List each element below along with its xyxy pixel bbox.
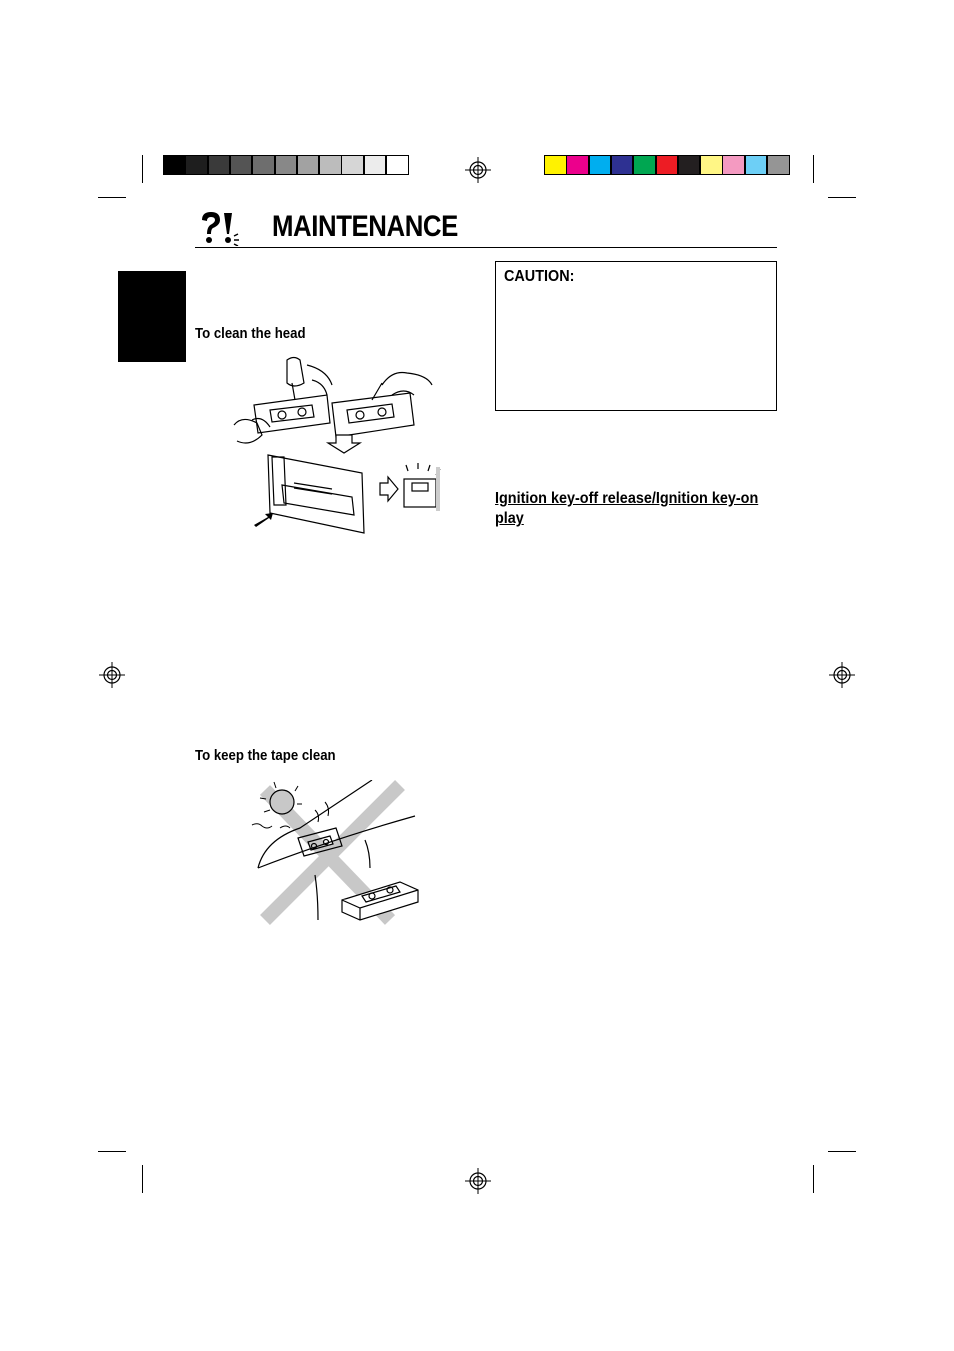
color-swatch: [700, 155, 723, 175]
registration-target-icon: [99, 662, 125, 688]
caution-box: [495, 261, 777, 411]
gray-swatch: [230, 155, 253, 175]
color-swatch: [544, 155, 567, 175]
keep-tape-clean-heading: To keep the tape clean: [195, 747, 336, 764]
color-swatch: [656, 155, 679, 175]
color-swatch: [722, 155, 745, 175]
title-rule: [195, 247, 777, 248]
registration-target-icon: [829, 662, 855, 688]
gray-swatch: [386, 155, 409, 175]
color-swatch: [611, 155, 634, 175]
crop-mark: [828, 197, 856, 198]
gray-swatch: [185, 155, 208, 175]
gray-swatch: [163, 155, 186, 175]
gray-swatch: [297, 155, 320, 175]
ignition-heading: Ignition key-off release/Ignition key-on play: [495, 490, 759, 527]
tape-storage-illustration: [240, 780, 425, 930]
page-title: MAINTENANCE: [272, 210, 458, 243]
crop-mark: [813, 155, 814, 183]
color-swatch: [678, 155, 701, 175]
gray-swatch: [341, 155, 364, 175]
gray-swatch: [364, 155, 387, 175]
crop-mark: [142, 155, 143, 183]
gray-swatch: [319, 155, 342, 175]
crop-mark: [142, 1165, 143, 1193]
registration-target-icon: [465, 157, 491, 183]
language-tab: [118, 271, 186, 362]
gray-swatch: [252, 155, 275, 175]
caution-label: CAUTION:: [504, 268, 575, 285]
head-cleaning-illustration: [232, 355, 442, 535]
crop-mark: [828, 1151, 856, 1152]
gray-swatch: [208, 155, 231, 175]
crop-mark: [813, 1165, 814, 1193]
color-swatch: [633, 155, 656, 175]
color-swatch: [767, 155, 790, 175]
color-swatch: [566, 155, 589, 175]
registration-target-icon: [465, 1168, 491, 1194]
gray-swatch: [275, 155, 298, 175]
question-exclamation-icon: [196, 210, 246, 246]
color-swatch: [589, 155, 612, 175]
crop-mark: [98, 1151, 126, 1152]
crop-mark: [98, 197, 126, 198]
color-swatch: [745, 155, 768, 175]
clean-head-heading: To clean the head: [195, 325, 306, 342]
